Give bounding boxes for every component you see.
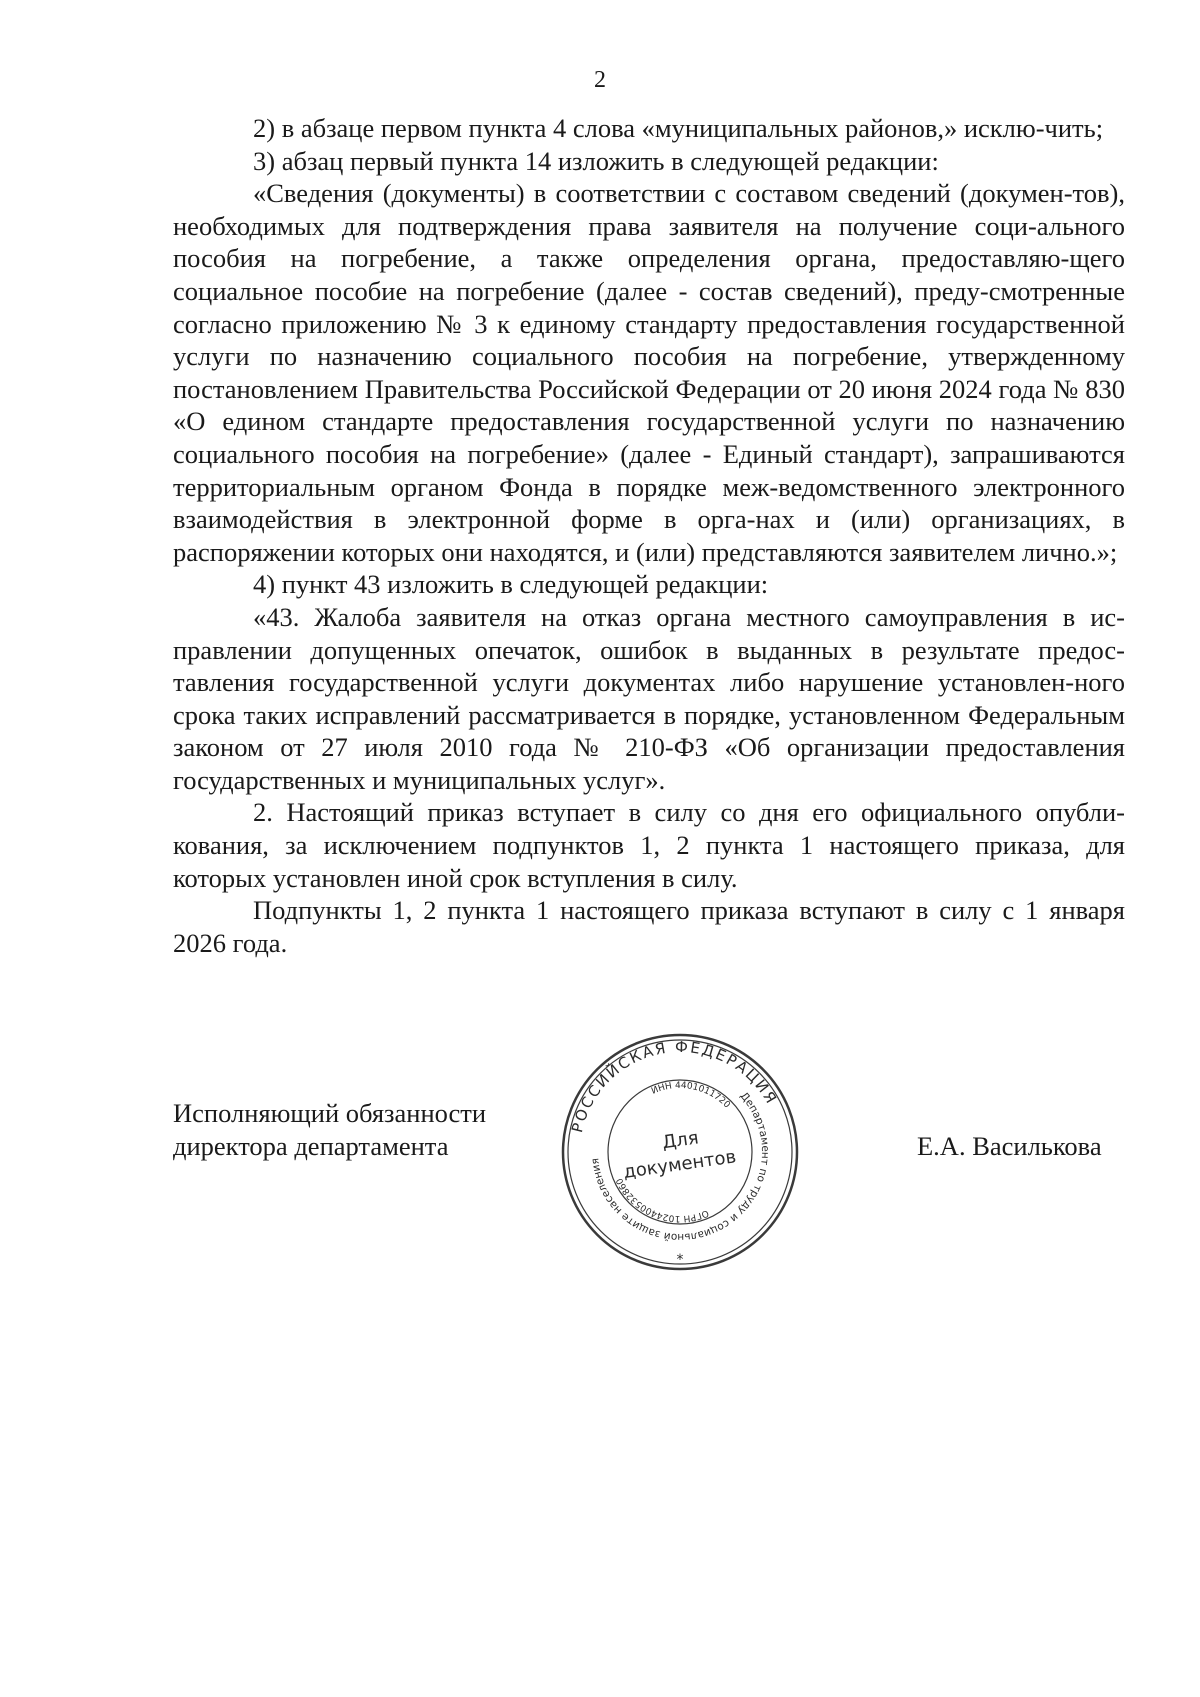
- signatory-name: Е.А. Василькова: [917, 1131, 1102, 1161]
- stamp-center-line1: Для: [660, 1127, 700, 1154]
- stamp-icon: [560, 1032, 800, 1272]
- stamp-outer-text: РОССИЙСКАЯ ФЕДЕРАЦИЯ: [568, 1037, 782, 1135]
- signatory-position-line1: Исполняющий обязанности: [173, 1098, 487, 1128]
- page-number: 2: [594, 67, 606, 93]
- paragraph-subpoints-effective: Подпункты 1, 2 пункта 1 настоящего приказа вступают в силу с 1 января 2026 года.: [173, 895, 1125, 958]
- stamp-ogrn: ОГРН 1024400532860: [614, 1176, 710, 1224]
- paragraph-item-2: 2) в абзаце первом пункта 4 слова «муниципальных районов,» исклю-чить;: [253, 113, 1104, 143]
- stamp-ring-text: Департамент по труду и социальной защите населения: [589, 1089, 772, 1244]
- paragraph-effective-date: 2. Настоящий приказ вступает в силу со дня его официального опубли-кования, за исключением подпунктов 1, 2 пункта 1 настоящего приказа, для которых установлен иной срок вступления в силу.: [173, 797, 1125, 893]
- official-stamp: [560, 1032, 800, 1272]
- paragraph-quote-14: «Сведения (документы) в соответствии с составом сведений (докумен-тов), необходимых для подтверждения права заявителя на получение соци-ального пособия на погребение, а также определения органа, предоставляю-щего социальное пособие на погребение (далее - состав сведений), преду-смотренные согласно приложению № 3 к единому стандарту предоставления государственной услуги по назначению социального пособия на погребение, утвержденному постановлением Правительства Российской Федерации от 20 июня 2024 года № 830 «О едином стандарте предоставления государственной услуги по назначению социального пособия на погребение» (далее - Единый стандарт), запрашиваются территориальным органом Фонда в порядке меж-ведомственного электронного взаимодействия в электронной форме в орга-нах и (или) организациях, в распоряжении которых они находятся, и (или) представляются заявителем лично.»;: [173, 178, 1125, 567]
- stamp-center-line2: документов: [622, 1146, 738, 1183]
- signatory-position: [173, 1097, 486, 1163]
- stamp-star-icon: *: [676, 1252, 684, 1268]
- stamp-inn: ИНН 4401011720: [650, 1080, 732, 1111]
- paragraph-item-3: 3) абзац первый пункта 14 изложить в следующей редакции:: [253, 145, 939, 176]
- paragraph-quote-43: «43. Жалоба заявителя на отказ органа местного самоуправления в ис-правлении допущенных опечаток, ошибок в выданных в результате предос-тавления государственной услуги документах либо нарушение установлен-ного срока таких исправлений рассматривается в порядке, установленном Федеральным законом от 27 июля 2010 года № 210-ФЗ «Об организации предоставления государственных и муниципальных услуг».: [173, 601, 1125, 795]
- signatory-position-line2: директора департамента: [173, 1131, 449, 1161]
- paragraph-item-4: 4) пункт 43 изложить в следующей редакции:: [253, 569, 769, 600]
- document-body: [173, 112, 1125, 959]
